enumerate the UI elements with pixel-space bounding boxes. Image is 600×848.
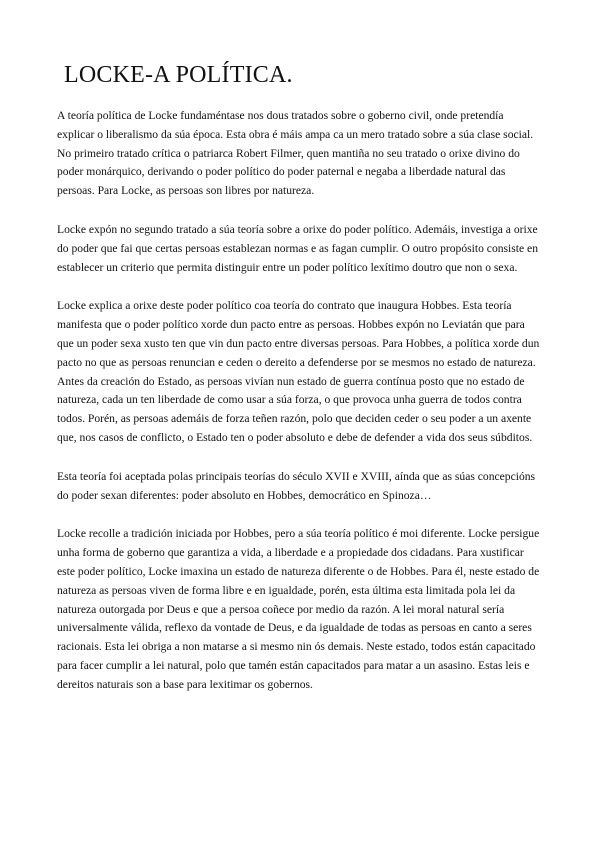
paragraph-2: Locke expón no segundo tratado a súa teoría sobre a orixe do poder político. Ademáis, investiga a orixe do poder que fai que certas persoas establezan normas e as fagan cumplir. O outro propósito consiste en establecer un criterio que permita distinguir entre un poder político lexítimo doutro que non o sexa. (57, 222, 538, 274)
paragraph-1: A teoría política de Locke fundaméntase nos dous tratados sobre o goberno civil, onde pretendía explicar o liberalismo da súa época. Esta obra é máis ampa ca un mero tratado sobre a súa clase social. No primeiro tratado crítica o patriarca Robert Filmer, quen mantiña no seu tratado o orixe divino do poder monárquico, derivando o poder político do poder paternal e negaba a liberdade natural das persoas. Para Locke, as persoas son libres por natureza. (57, 109, 534, 198)
paragraph-5: Locke recolle a tradición iniciada por Hobbes, pero a súa teoría político é moi diferente. Locke persigue unha forma de goberno que garantiza a vida, a liberdade e a propiedade dos cidadans. Para xustificar este poder político, Locke imaxina un estado de natureza diferente o de Hobbes. Para él, neste estado de natureza as persoas viven de forma libre e en igualdade, porén, esta última esta limitada pola lei da natureza outorgada por Deus e que a persoa coñece por medio da razón. A lei moral natural sería universalmente válida, reflexo da vontade de Deus, e da igualdade de todas as persoas en canto a seres racionais. Esta lei obriga a non matarse a si mesmo nin ós demais. Neste estado, todos están capacitado para facer cumplir a lei natural, polo que tamén están capacitados para matar a un asasino. Estas leis e dereitos naturais son a base para lexitimar os gobernos. (57, 527, 540, 691)
paragraph-3: Locke explica a orixe deste poder político coa teoría do contrato que inaugura Hobbes. Esta teoría manifesta que o poder político xorde dun pacto entre as persoas. Hobbes expón no Leviatán que para que un poder sexa xusto ten que vin dun pacto entre diversas persoas. Para Hobbes, a política xorde dun pacto no que as persoas renuncian e ceden o dereito a defenderse por se mesmos no estado de natureza. Antes da creación do Estado, as persoas vivían nun estado de guerra contínua posto que no estado de natureza, cada un ten liberdade de como usar a súa forza, o que provoca unha guerra de todos contra todos. Porén, as persoas ademáis de forza teñen razón, polo que deciden ceder o seu poder a un axente que, nos casos de conflicto, o Estado ten o poder absoluto e debe de defender a vida dos seus súbditos. (57, 299, 540, 444)
document-title: LOCKE-A POLÍTICA. (64, 62, 293, 88)
document-body (57, 107, 543, 715)
paragraph-4: Esta teoría foi aceptada polas principais teorías do século XVII e XVIII, aínda que as súas concepcións do poder sexan diferentes: poder absoluto en Hobbes, democrático en Spinoza… (57, 469, 536, 502)
